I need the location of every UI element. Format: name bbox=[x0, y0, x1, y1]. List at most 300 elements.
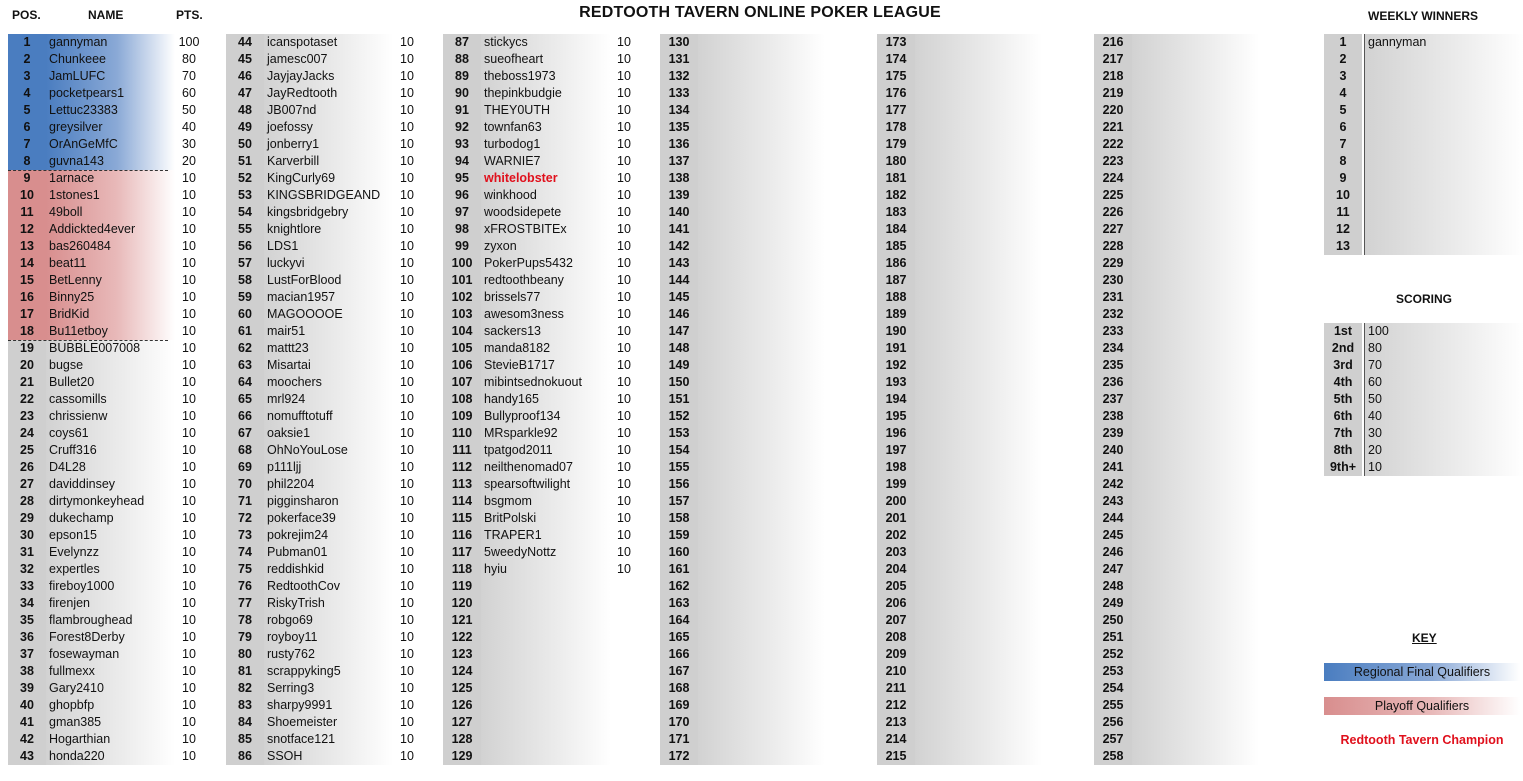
player-name-cell: theboss1973 bbox=[481, 68, 611, 85]
player-name-cell: JayjayJacks bbox=[264, 68, 393, 85]
points-cell: 10 bbox=[400, 698, 414, 712]
player-name-cell bbox=[481, 629, 611, 646]
points-cell: 10 bbox=[400, 681, 414, 695]
player-name-cell: 1stones1 bbox=[46, 187, 175, 204]
position-cell: 78 bbox=[226, 612, 264, 629]
player-name-cell bbox=[915, 714, 1042, 731]
winner-name bbox=[1364, 68, 1523, 85]
player-name-cell bbox=[1132, 748, 1259, 765]
position-cell: 225 bbox=[1094, 187, 1132, 204]
position-cell: 201 bbox=[877, 510, 915, 527]
player-name-cell: WARNIE7 bbox=[481, 153, 611, 170]
position-cell: 7 bbox=[8, 136, 46, 153]
position-cell: 120 bbox=[443, 595, 481, 612]
player-name-cell bbox=[698, 289, 825, 306]
winner-name bbox=[1364, 187, 1523, 204]
position-cell: 167 bbox=[660, 663, 698, 680]
player-name-cell: Bullet20 bbox=[46, 374, 175, 391]
position-cell: 63 bbox=[226, 357, 264, 374]
position-cell: 108 bbox=[443, 391, 481, 408]
points-cell: 10 bbox=[400, 188, 414, 202]
player-name-cell: bsgmom bbox=[481, 493, 611, 510]
player-name-cell bbox=[915, 289, 1042, 306]
player-name-cell bbox=[698, 238, 825, 255]
player-name-cell bbox=[915, 646, 1042, 663]
player-name-cell bbox=[915, 85, 1042, 102]
position-cell: 157 bbox=[660, 493, 698, 510]
position-cell: 13 bbox=[8, 238, 46, 255]
position-cell: 238 bbox=[1094, 408, 1132, 425]
points-cell: 10 bbox=[182, 630, 196, 644]
position-cell: 10 bbox=[8, 187, 46, 204]
position-cell: 248 bbox=[1094, 578, 1132, 595]
position-cell: 254 bbox=[1094, 680, 1132, 697]
player-name-cell bbox=[1132, 680, 1259, 697]
position-cell: 70 bbox=[226, 476, 264, 493]
position-cell: 94 bbox=[443, 153, 481, 170]
position-cell: 181 bbox=[877, 170, 915, 187]
player-name-cell bbox=[1132, 527, 1259, 544]
position-cell: 244 bbox=[1094, 510, 1132, 527]
position-cell: 258 bbox=[1094, 748, 1132, 765]
points-cell: 10 bbox=[182, 698, 196, 712]
player-name-cell bbox=[915, 459, 1042, 476]
position-cell: 130 bbox=[660, 34, 698, 51]
position-cell: 106 bbox=[443, 357, 481, 374]
points-cell: 10 bbox=[617, 477, 631, 491]
scoring-points: 20 bbox=[1364, 442, 1523, 459]
position-cell: 39 bbox=[8, 680, 46, 697]
player-name-cell: townfan63 bbox=[481, 119, 611, 136]
position-cell: 81 bbox=[226, 663, 264, 680]
player-name-cell bbox=[698, 51, 825, 68]
position-cell: 88 bbox=[443, 51, 481, 68]
position-cell: 8 bbox=[8, 153, 46, 170]
player-name-cell: woodsidepete bbox=[481, 204, 611, 221]
player-name-cell bbox=[698, 340, 825, 357]
position-cell: 95 bbox=[443, 170, 481, 187]
player-name-cell: Misartai bbox=[264, 357, 393, 374]
position-cell: 162 bbox=[660, 578, 698, 595]
points-cell: 10 bbox=[182, 511, 196, 525]
position-cell: 215 bbox=[877, 748, 915, 765]
points-cell: 10 bbox=[400, 664, 414, 678]
player-name-cell: redtoothbeany bbox=[481, 272, 611, 289]
position-cell: 18 bbox=[8, 323, 46, 340]
position-cell: 102 bbox=[443, 289, 481, 306]
player-name-cell bbox=[915, 578, 1042, 595]
player-name-cell bbox=[915, 595, 1042, 612]
points-cell: 10 bbox=[400, 256, 414, 270]
player-name-cell: SSOH bbox=[264, 748, 393, 765]
key-title: KEY bbox=[1412, 631, 1437, 645]
player-name-cell: cassomills bbox=[46, 391, 175, 408]
position-cell: 14 bbox=[8, 255, 46, 272]
points-cell: 10 bbox=[400, 290, 414, 304]
points-cell: 10 bbox=[182, 664, 196, 678]
player-name-cell bbox=[1132, 629, 1259, 646]
scoring-points: 60 bbox=[1364, 374, 1523, 391]
points-cell bbox=[607, 680, 641, 697]
player-name-cell bbox=[1132, 578, 1259, 595]
position-cell: 55 bbox=[226, 221, 264, 238]
position-cell: 61 bbox=[226, 323, 264, 340]
position-cell: 100 bbox=[443, 255, 481, 272]
position-cell: 180 bbox=[877, 153, 915, 170]
points-cell: 10 bbox=[182, 460, 196, 474]
position-cell: 53 bbox=[226, 187, 264, 204]
position-cell: 96 bbox=[443, 187, 481, 204]
player-name-cell bbox=[915, 51, 1042, 68]
position-cell: 205 bbox=[877, 578, 915, 595]
player-name-cell bbox=[915, 221, 1042, 238]
position-cell: 122 bbox=[443, 629, 481, 646]
position-cell: 111 bbox=[443, 442, 481, 459]
player-name-cell: expertles bbox=[46, 561, 175, 578]
position-cell: 12 bbox=[8, 221, 46, 238]
points-cell: 10 bbox=[182, 324, 196, 338]
position-cell: 80 bbox=[226, 646, 264, 663]
winner-name bbox=[1364, 85, 1523, 102]
player-name-cell bbox=[698, 153, 825, 170]
position-cell: 85 bbox=[226, 731, 264, 748]
position-cell: 137 bbox=[660, 153, 698, 170]
points-cell: 10 bbox=[400, 205, 414, 219]
player-name-cell: 1arnace bbox=[46, 170, 175, 187]
points-cell: 10 bbox=[617, 375, 631, 389]
scoring-place: 6th bbox=[1324, 408, 1362, 425]
player-name-cell bbox=[915, 442, 1042, 459]
position-cell: 32 bbox=[8, 561, 46, 578]
points-cell: 10 bbox=[617, 69, 631, 83]
position-cell: 82 bbox=[226, 680, 264, 697]
position-cell: 93 bbox=[443, 136, 481, 153]
points-cell: 10 bbox=[182, 290, 196, 304]
position-cell: 231 bbox=[1094, 289, 1132, 306]
player-name-cell: KINGSBRIDGEAND bbox=[264, 187, 393, 204]
player-name-cell bbox=[698, 612, 825, 629]
winner-name bbox=[1364, 136, 1523, 153]
player-name-cell bbox=[698, 85, 825, 102]
player-name-cell: mibintsednokuout bbox=[481, 374, 611, 391]
position-cell: 16 bbox=[8, 289, 46, 306]
player-name-cell: fireboy1000 bbox=[46, 578, 175, 595]
player-name-cell bbox=[698, 425, 825, 442]
position-cell: 132 bbox=[660, 68, 698, 85]
player-name-cell bbox=[915, 612, 1042, 629]
position-cell: 20 bbox=[8, 357, 46, 374]
position-cell: 116 bbox=[443, 527, 481, 544]
points-cell: 10 bbox=[182, 477, 196, 491]
player-name-cell: Shoemeister bbox=[264, 714, 393, 731]
position-cell: 74 bbox=[226, 544, 264, 561]
points-cell: 10 bbox=[400, 511, 414, 525]
points-cell: 10 bbox=[617, 358, 631, 372]
key-regional: Regional Final Qualifiers bbox=[1324, 663, 1520, 681]
player-name-cell bbox=[698, 204, 825, 221]
player-name-cell: thepinkbudgie bbox=[481, 85, 611, 102]
player-name-cell: dirtymonkeyhead bbox=[46, 493, 175, 510]
points-cell: 10 bbox=[182, 256, 196, 270]
position-cell: 92 bbox=[443, 119, 481, 136]
scoring-points: 80 bbox=[1364, 340, 1523, 357]
position-cell: 36 bbox=[8, 629, 46, 646]
week-number: 12 bbox=[1324, 221, 1362, 238]
position-cell: 2 bbox=[8, 51, 46, 68]
player-name-cell bbox=[481, 612, 611, 629]
player-name-cell bbox=[1132, 493, 1259, 510]
player-name-cell: firenjen bbox=[46, 595, 175, 612]
position-cell: 170 bbox=[660, 714, 698, 731]
position-cell: 246 bbox=[1094, 544, 1132, 561]
position-cell: 9 bbox=[8, 170, 46, 187]
position-cell: 159 bbox=[660, 527, 698, 544]
position-cell: 143 bbox=[660, 255, 698, 272]
points-cell: 10 bbox=[617, 409, 631, 423]
position-cell: 139 bbox=[660, 187, 698, 204]
position-cell: 52 bbox=[226, 170, 264, 187]
position-cell: 46 bbox=[226, 68, 264, 85]
position-cell: 199 bbox=[877, 476, 915, 493]
winner-name bbox=[1364, 51, 1523, 68]
points-cell: 10 bbox=[182, 375, 196, 389]
position-cell: 25 bbox=[8, 442, 46, 459]
position-cell: 232 bbox=[1094, 306, 1132, 323]
position-cell: 173 bbox=[877, 34, 915, 51]
position-cell: 160 bbox=[660, 544, 698, 561]
points-cell: 10 bbox=[400, 596, 414, 610]
week-number: 13 bbox=[1324, 238, 1362, 255]
player-name-cell bbox=[915, 187, 1042, 204]
position-cell: 149 bbox=[660, 357, 698, 374]
position-cell: 164 bbox=[660, 612, 698, 629]
position-cell: 76 bbox=[226, 578, 264, 595]
player-name-cell bbox=[481, 731, 611, 748]
weekly-winners-title: WEEKLY WINNERS bbox=[1368, 9, 1479, 23]
position-cell: 11 bbox=[8, 204, 46, 221]
position-cell: 158 bbox=[660, 510, 698, 527]
player-name-cell: honda220 bbox=[46, 748, 175, 765]
position-cell: 189 bbox=[877, 306, 915, 323]
points-cell: 10 bbox=[400, 579, 414, 593]
position-cell: 227 bbox=[1094, 221, 1132, 238]
position-cell: 90 bbox=[443, 85, 481, 102]
player-name-cell bbox=[915, 425, 1042, 442]
position-cell: 44 bbox=[226, 34, 264, 51]
position-cell: 208 bbox=[877, 629, 915, 646]
position-cell: 136 bbox=[660, 136, 698, 153]
points-cell: 10 bbox=[617, 120, 631, 134]
player-name-cell bbox=[915, 493, 1042, 510]
position-cell: 187 bbox=[877, 272, 915, 289]
position-cell: 43 bbox=[8, 748, 46, 765]
player-name-cell: pokerface39 bbox=[264, 510, 393, 527]
player-name-cell: handy165 bbox=[481, 391, 611, 408]
player-name-cell bbox=[481, 595, 611, 612]
position-cell: 171 bbox=[660, 731, 698, 748]
points-cell: 10 bbox=[400, 749, 414, 763]
position-cell: 38 bbox=[8, 663, 46, 680]
position-cell: 124 bbox=[443, 663, 481, 680]
week-number: 10 bbox=[1324, 187, 1362, 204]
position-cell: 196 bbox=[877, 425, 915, 442]
position-cell: 60 bbox=[226, 306, 264, 323]
player-name-cell bbox=[698, 306, 825, 323]
points-cell: 10 bbox=[617, 460, 631, 474]
position-cell: 230 bbox=[1094, 272, 1132, 289]
player-name-cell bbox=[481, 748, 611, 765]
points-cell: 10 bbox=[617, 545, 631, 559]
position-cell: 152 bbox=[660, 408, 698, 425]
position-cell: 207 bbox=[877, 612, 915, 629]
position-cell: 35 bbox=[8, 612, 46, 629]
points-cell: 10 bbox=[617, 154, 631, 168]
position-cell: 15 bbox=[8, 272, 46, 289]
points-cell: 100 bbox=[178, 35, 200, 49]
player-name-cell: fosewayman bbox=[46, 646, 175, 663]
player-name-cell: D4L28 bbox=[46, 459, 175, 476]
player-name-cell bbox=[915, 340, 1042, 357]
player-name-cell bbox=[698, 34, 825, 51]
position-cell: 182 bbox=[877, 187, 915, 204]
position-cell: 103 bbox=[443, 306, 481, 323]
qualifier-divider bbox=[8, 340, 168, 341]
player-name-cell: awesom3ness bbox=[481, 306, 611, 323]
scoring-points: 10 bbox=[1364, 459, 1523, 476]
position-cell: 203 bbox=[877, 544, 915, 561]
position-cell: 125 bbox=[443, 680, 481, 697]
player-name-cell bbox=[481, 680, 611, 697]
position-cell: 109 bbox=[443, 408, 481, 425]
player-name-cell: manda8182 bbox=[481, 340, 611, 357]
points-cell: 10 bbox=[182, 494, 196, 508]
position-cell: 113 bbox=[443, 476, 481, 493]
position-cell: 195 bbox=[877, 408, 915, 425]
position-cell: 236 bbox=[1094, 374, 1132, 391]
player-name-cell bbox=[915, 408, 1042, 425]
points-cell: 10 bbox=[182, 579, 196, 593]
position-cell: 72 bbox=[226, 510, 264, 527]
position-cell: 202 bbox=[877, 527, 915, 544]
player-name-cell: pigginsharon bbox=[264, 493, 393, 510]
player-name-cell: dukechamp bbox=[46, 510, 175, 527]
position-cell: 154 bbox=[660, 442, 698, 459]
points-cell: 10 bbox=[182, 647, 196, 661]
player-name-cell bbox=[698, 731, 825, 748]
points-cell: 70 bbox=[182, 69, 196, 83]
player-name-cell: scrappyking5 bbox=[264, 663, 393, 680]
position-cell: 26 bbox=[8, 459, 46, 476]
week-number: 2 bbox=[1324, 51, 1362, 68]
points-cell: 10 bbox=[182, 307, 196, 321]
player-name-cell: spearsoftwilight bbox=[481, 476, 611, 493]
position-cell: 218 bbox=[1094, 68, 1132, 85]
player-name-cell: luckyvi bbox=[264, 255, 393, 272]
position-cell: 28 bbox=[8, 493, 46, 510]
player-name-cell: OrAnGeMfC bbox=[46, 136, 175, 153]
player-name-cell: turbodog1 bbox=[481, 136, 611, 153]
position-cell: 156 bbox=[660, 476, 698, 493]
position-cell: 34 bbox=[8, 595, 46, 612]
header-pts: PTS. bbox=[176, 8, 203, 22]
points-cell bbox=[607, 629, 641, 646]
player-name-cell bbox=[915, 153, 1042, 170]
position-cell: 242 bbox=[1094, 476, 1132, 493]
player-name-cell: TRAPER1 bbox=[481, 527, 611, 544]
player-name-cell bbox=[1132, 238, 1259, 255]
qualifier-divider bbox=[8, 170, 168, 171]
points-cell: 10 bbox=[182, 732, 196, 746]
winner-name bbox=[1364, 238, 1523, 255]
position-cell: 221 bbox=[1094, 119, 1132, 136]
points-cell: 10 bbox=[400, 52, 414, 66]
points-cell: 10 bbox=[400, 426, 414, 440]
position-cell: 4 bbox=[8, 85, 46, 102]
player-name-cell: winkhood bbox=[481, 187, 611, 204]
player-name-cell: RedtoothCov bbox=[264, 578, 393, 595]
player-name-cell bbox=[915, 748, 1042, 765]
position-cell: 105 bbox=[443, 340, 481, 357]
position-cell: 249 bbox=[1094, 595, 1132, 612]
points-cell: 10 bbox=[617, 290, 631, 304]
player-name-cell: epson15 bbox=[46, 527, 175, 544]
points-cell: 40 bbox=[182, 120, 196, 134]
position-cell: 21 bbox=[8, 374, 46, 391]
position-cell: 114 bbox=[443, 493, 481, 510]
position-cell: 192 bbox=[877, 357, 915, 374]
player-name-cell: snotface121 bbox=[264, 731, 393, 748]
position-cell: 24 bbox=[8, 425, 46, 442]
position-cell: 30 bbox=[8, 527, 46, 544]
player-name-cell: Forest8Derby bbox=[46, 629, 175, 646]
points-cell: 10 bbox=[617, 443, 631, 457]
points-cell bbox=[607, 714, 641, 731]
player-name-cell bbox=[1132, 255, 1259, 272]
player-name-cell bbox=[698, 221, 825, 238]
points-cell: 10 bbox=[182, 545, 196, 559]
player-name-cell bbox=[915, 663, 1042, 680]
position-cell: 179 bbox=[877, 136, 915, 153]
player-name-cell: ghopbfp bbox=[46, 697, 175, 714]
player-name-cell bbox=[915, 272, 1042, 289]
position-cell: 198 bbox=[877, 459, 915, 476]
position-cell: 69 bbox=[226, 459, 264, 476]
player-name-cell: 5weedyNottz bbox=[481, 544, 611, 561]
position-cell: 153 bbox=[660, 425, 698, 442]
scoring-title: SCORING bbox=[1396, 292, 1453, 306]
player-name-cell bbox=[698, 561, 825, 578]
position-cell: 253 bbox=[1094, 663, 1132, 680]
points-cell: 10 bbox=[617, 188, 631, 202]
player-name-cell: pocketpears1 bbox=[46, 85, 175, 102]
player-name-cell: jamesc007 bbox=[264, 51, 393, 68]
player-name-cell: whitelobster bbox=[481, 170, 611, 187]
position-cell: 133 bbox=[660, 85, 698, 102]
position-cell: 56 bbox=[226, 238, 264, 255]
points-cell: 10 bbox=[400, 69, 414, 83]
position-cell: 84 bbox=[226, 714, 264, 731]
position-cell: 99 bbox=[443, 238, 481, 255]
player-name-cell bbox=[698, 391, 825, 408]
player-name-cell: OhNoYouLose bbox=[264, 442, 393, 459]
points-cell: 10 bbox=[400, 86, 414, 100]
player-name-cell bbox=[698, 510, 825, 527]
position-cell: 235 bbox=[1094, 357, 1132, 374]
player-name-cell: p111ljj bbox=[264, 459, 393, 476]
player-name-cell bbox=[1132, 102, 1259, 119]
player-name-cell: RiskyTrish bbox=[264, 595, 393, 612]
player-name-cell bbox=[698, 663, 825, 680]
